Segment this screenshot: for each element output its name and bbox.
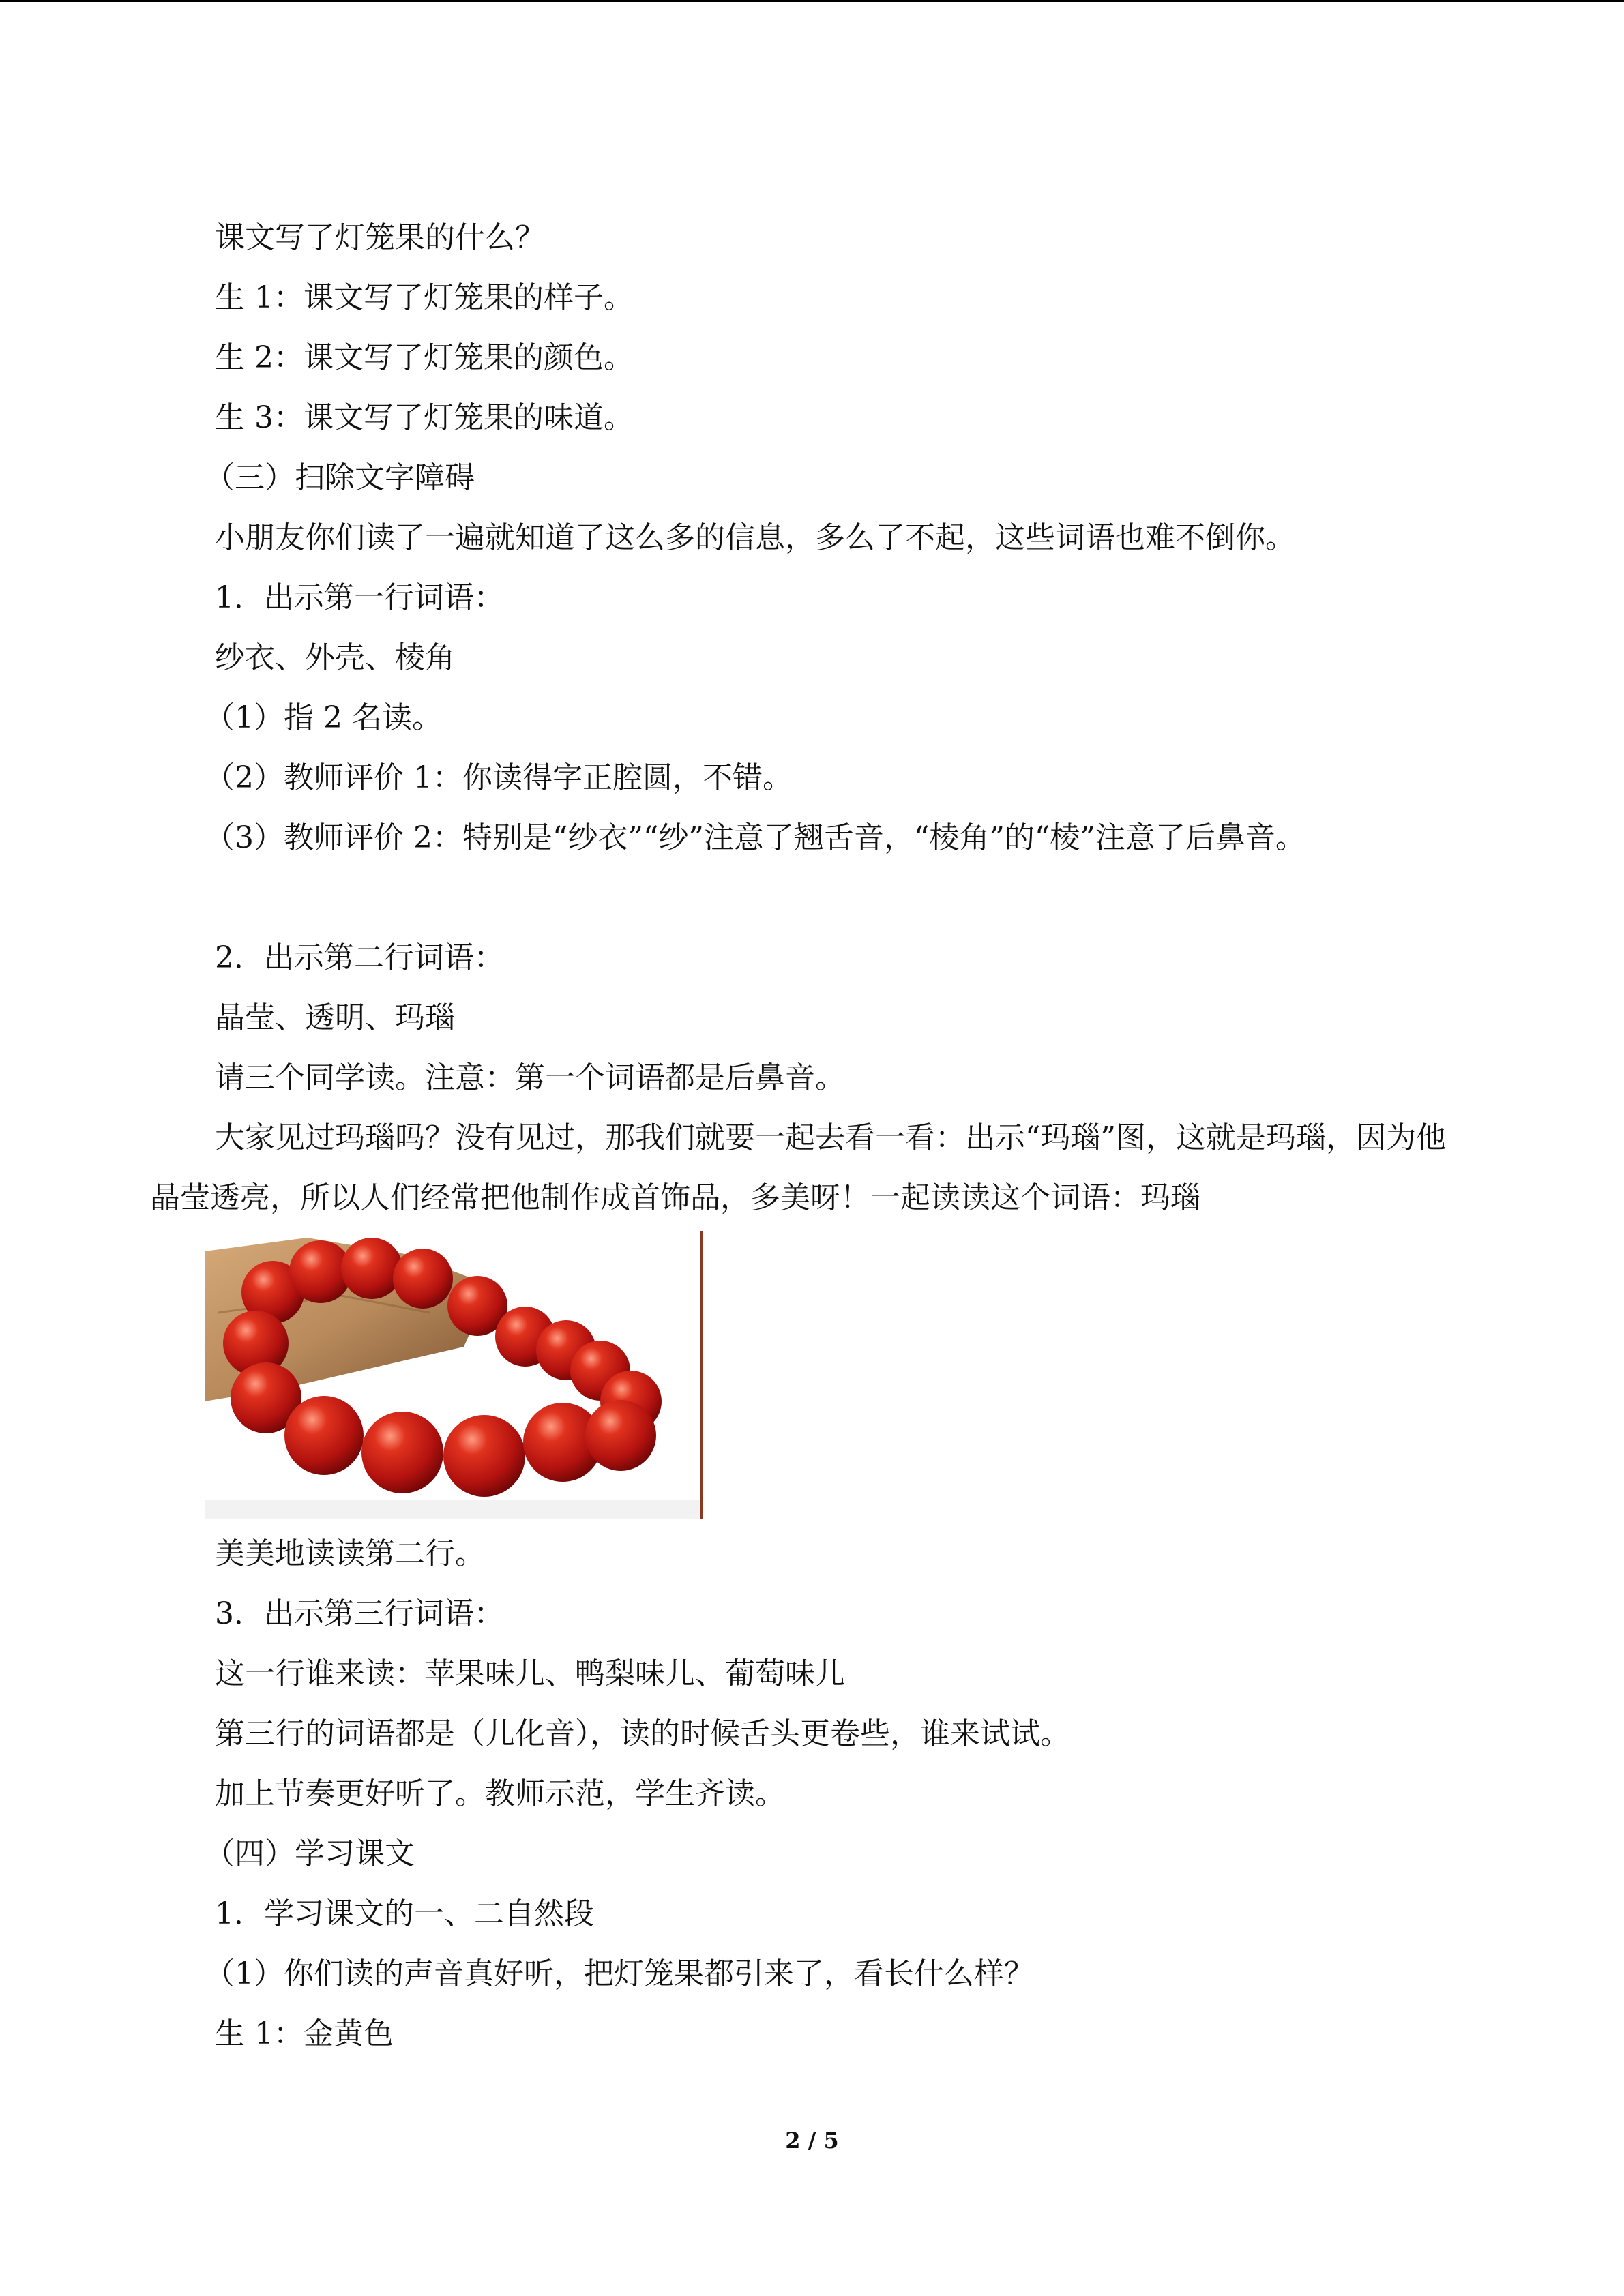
paragraph: 2．出示第二行词语： <box>215 940 504 975</box>
agate-bracelet-illustration <box>205 1231 703 1519</box>
section-heading: （四）学习课文 <box>205 1836 415 1871</box>
paragraph: 纱衣、外壳、棱角 <box>215 640 455 675</box>
paragraph: 这一行谁来读：苹果味儿、鸭梨味儿、葡萄味儿 <box>215 1656 845 1691</box>
paragraph: 生 1：金黄色 <box>215 2016 394 2051</box>
paragraph: （2）教师评价 1：你读得字正腔圆，不错。 <box>205 760 793 795</box>
paragraph: 生 1：课文写了灯笼果的样子。 <box>215 280 634 315</box>
paragraph: 第三行的词语都是（儿化音），读的时候舌头更卷些，谁来试试。 <box>215 1716 1070 1751</box>
paragraph: （3）教师评价 2：特别是“纱衣”“纱”注意了翘舌音，“棱角”的“棱”注意了后鼻音。 <box>205 820 1305 855</box>
page-top-rule <box>0 0 1624 2</box>
paragraph: 请三个同学读。注意：第一个词语都是后鼻音。 <box>215 1060 845 1095</box>
paragraph: 课文写了灯笼果的什么？ <box>215 220 545 255</box>
paragraph: 晶莹、透明、玛瑙 <box>215 1000 455 1035</box>
paragraph: 加上节奏更好听了。教师示范，学生齐读。 <box>215 1776 785 1811</box>
paragraph: 1．学习课文的一、二自然段 <box>215 1896 594 1931</box>
page-indicator: 2 / 5 <box>785 2128 839 2153</box>
image-edge-line <box>700 1231 703 1519</box>
paragraph: 3．出示第三行词语： <box>215 1596 504 1631</box>
paragraph: 1．出示第一行词语： <box>215 580 504 615</box>
paragraph: 大家见过玛瑙吗？没有见过，那我们就要一起去看一看：出示“玛瑙”图，这就是玛瑙，因为他晶莹透亮，所以人们经常把他制作成首饰品，多美呀！一起读读这个词语：玛瑙 <box>150 1120 1446 1215</box>
section-heading: （三）扫除文字障碍 <box>205 460 475 495</box>
paragraph: （1）你们读的声音真好听，把灯笼果都引来了，看长什么样？ <box>205 1956 1034 1991</box>
paragraph: 生 2：课文写了灯笼果的颜色。 <box>215 340 634 375</box>
paragraph: 美美地读读第二行。 <box>215 1536 485 1571</box>
paragraph: （1）指 2 名读。 <box>205 700 442 735</box>
paragraph: 生 3：课文写了灯笼果的味道。 <box>215 400 634 435</box>
agate-bracelet-image <box>205 1231 703 1519</box>
document-body <box>150 208 1460 2064</box>
paragraph: 小朋友你们读了一遍就知道了这么多的信息，多么了不起，这些词语也难不倒你。 <box>215 520 1295 555</box>
